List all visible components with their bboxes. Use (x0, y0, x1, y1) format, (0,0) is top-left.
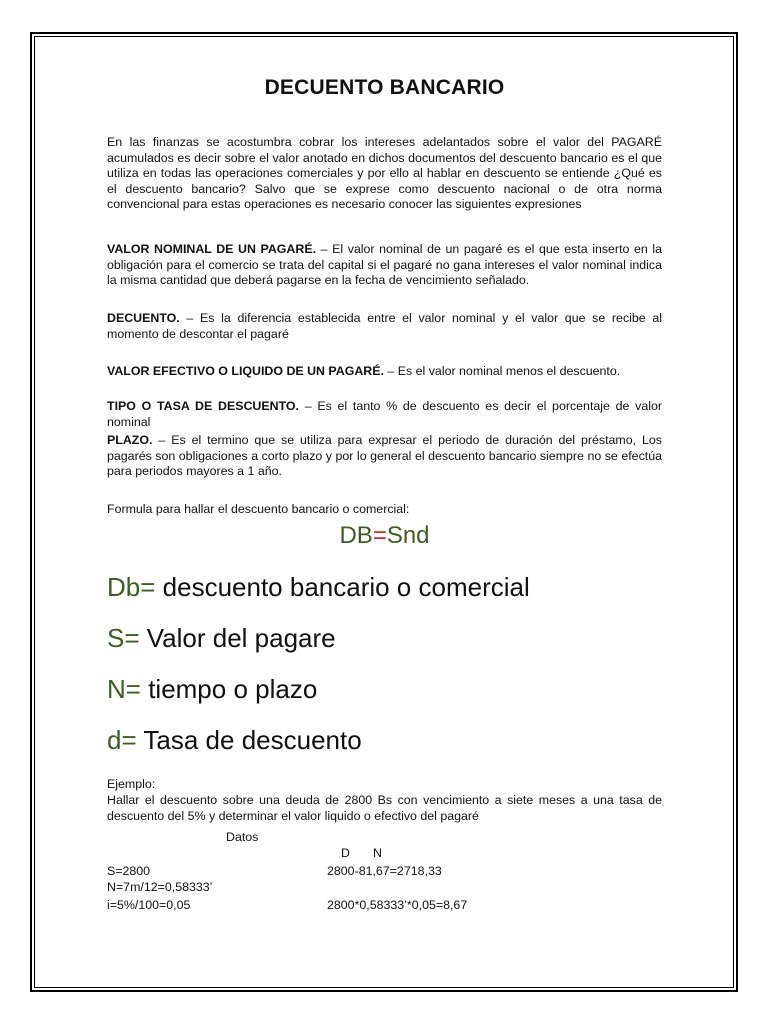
definition-text: – Es la diferencia establecida entre el valor nominal y el valor que se recibe al momento de descontar el pagaré (107, 311, 662, 341)
definition-plazo (107, 433, 662, 480)
main-formula (107, 522, 662, 550)
variable-meaning: tiempo o plazo (140, 674, 318, 704)
variable-d (107, 725, 362, 756)
formula-lhs: DB (339, 522, 373, 549)
definition-valor-nominal (107, 242, 662, 289)
definition-term: DECUENTO. (107, 311, 180, 325)
variable-meaning: descuento bancario o comercial (155, 572, 530, 602)
variable-symbol: S= (107, 623, 140, 653)
definition-term: VALOR NOMINAL DE UN PAGARÉ. (107, 242, 317, 256)
calc-discount: 2800*0,58333’*0,05=8,67 (327, 898, 468, 912)
definition-term: TIPO O TASA DE DESCUENTO. (107, 399, 300, 413)
variable-symbol: N= (107, 674, 141, 704)
definition-descuento (107, 311, 662, 342)
calc-liquid-value: 2800-81,67=2718,33 (327, 864, 442, 878)
column-n-heading: N (373, 846, 382, 860)
definition-text: – El valor nominal de un pagaré es el que esta inserto en la obligación para el comercio se trata del capital si el pagaré no gana intereses el valor nominal indica la misma cantidad que deberá pagarse en la fecha de vencimiento señalado. (107, 242, 662, 288)
datos-heading: Datos (226, 830, 259, 844)
example-label: Ejemplo: (107, 777, 156, 791)
variable-s (107, 623, 336, 654)
variable-symbol: Db= (107, 572, 156, 602)
column-d-heading: D (341, 846, 350, 860)
variable-n (107, 674, 317, 705)
formula-intro: Formula para hallar el descuento bancario o comercial: (107, 502, 410, 516)
variable-db (107, 572, 530, 603)
definition-valor-efectivo (107, 364, 662, 380)
data-n: N=7m/12=0,58333’ (107, 880, 213, 894)
document-title: DECUENTO BANCARIO (264, 76, 505, 99)
definition-term: VALOR EFECTIVO O LIQUIDO DE UN PAGARÉ. (107, 364, 384, 378)
definition-text: – Es el tanto % de descuento es decir el porcentaje de valor nominal (107, 399, 662, 429)
definition-text: – Es el termino que se utiliza para expresar el periodo de duración del préstamo, Los pagarés son obligaciones a corto plazo y por lo general el descuento bancario siempre no se efectúa para periodos mayores a 1 año. (107, 433, 662, 479)
data-i: i=5%/100=0,05 (107, 898, 191, 912)
example-statement: Hallar el descuento sobre una deuda de 2800 Bs con vencimiento a siete meses a una tasa de descuento del 5% y determinar el valor liquido o efectivo del pagaré (107, 793, 662, 823)
definition-text: – Es el valor nominal menos el descuento. (383, 364, 621, 378)
definition-tasa-descuento (107, 399, 662, 430)
variable-symbol: d= (107, 725, 137, 755)
variable-meaning: Valor del pagare (139, 623, 336, 653)
formula-rhs: Snd (386, 522, 430, 549)
intro-paragraph: En las finanzas se acostumbra cobrar los intereses adelantados sobre el valor del PAGARÉ acumulados es decir sobre el valor anotado en dichos documentos del descuento bancario es el que utiliza en todas las operaciones comerciales y por ello al hablar en descuento se entiende ¿Qué es el descuento bancario? Salvo que se exprese como descuento nacional o de otra norma convencional para estas operaciones es necesario conocer las siguientes expresiones (107, 135, 662, 212)
variable-meaning: Tasa de descuento (136, 725, 362, 755)
data-s: S=2800 (107, 864, 151, 878)
formula-equals: = (372, 522, 387, 549)
definition-term: PLAZO. (107, 433, 153, 447)
